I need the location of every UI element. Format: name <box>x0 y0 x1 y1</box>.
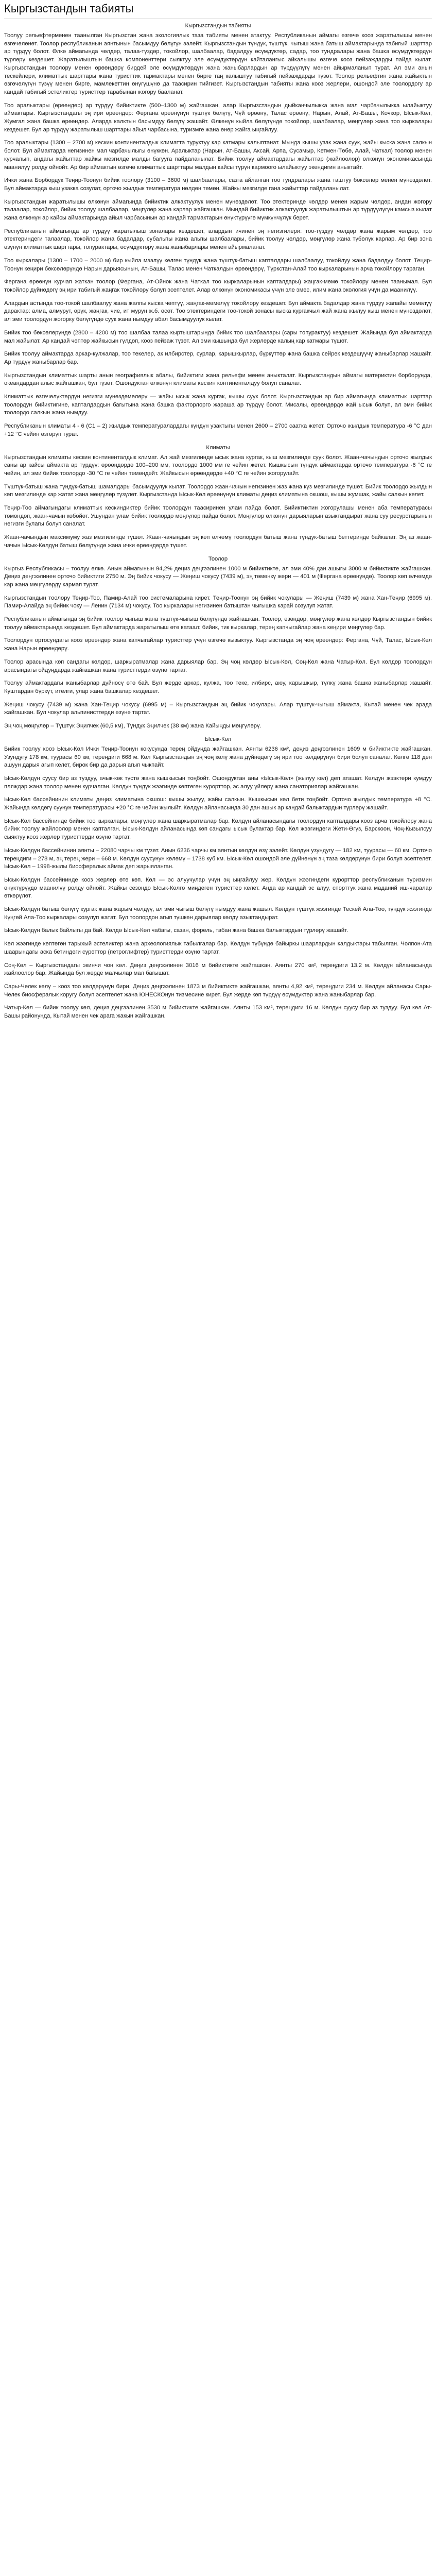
paragraph: Тоо кыркалары (1300 – 1700 – 2000 м) бир кыйла мээлүү келген түндүк жана түштүк-батыш капталдары шалбаалуу, токойлуу жана бадалдуу болот. Теңир-Тоонун кеңири бөксөлөрүндө Нарын дарыясынын, Ат-Башы, Талас менен Чаткалдын өрөөндөрү, Түркстан-Алай тоо кыркаларынын арча токойлору тараган. <box>4 257 432 272</box>
paragraph: Жеңиш чокусу (7439 м) жана Хан-Теңир чокусу (6995 м) – Кыргызстандын эң бийик чокулары. Алар түштүк-чыгыш аймакта, Кытай менен чек арада жайгашкан. Бул чокулар альпинисттерди өзүнө тартат. <box>4 701 432 716</box>
paragraph: Кыргызстандын климаттык шарты анын географиялык абалы, бийиктиги жана рельефи менен аныкталат. Кыргызстандын аймагы материктин борборунда, океандардан алыс жайгашкан, бул түзөт. Ошондуктан өлкөнүн климаты кескин континенталдуу болуп саналат. <box>4 372 432 387</box>
paragraph: Тоолордун ортосундагы кооз өрөөндөр жана капчыгайлар туристтер үчүн өзгөчө кызыктуу. Кыргызстанда эң чоң өрөөндөр: Фергана, Чүй, Талас, Ысык-Көл жана Нарын өрөөндөрү. <box>4 637 432 652</box>
paragraph: Ысык-Көлдүн суусу бир аз туздуу, ачык-көк түстө жана кышкысын тоңбойт. Ошондуктан аны «Ысык-Көл» (жылуу көл) деп аташат. Көлдүн жээктери кумдуу пляждар жана тоолор менен курчалган. Көлдүн түндүк жээгинде көптөгөн курорттор, эс алуу үйлөрү жана санаториялар жайгашкан. <box>4 775 432 790</box>
paragraph: Ички жана Борбордук Теңир-Тоонун бийик тоолору (3100 – 3600 м) шалбаалары, сазга айланган тоо тундралары жана таштуу бөксөлөр менен мүнөздөлөт. Бул аймактарда кыш узакка созулат, орточо жылдык температура нөлдөн төмөн. Жайкы мезгилде гана жайыттар пайдаланылат. <box>4 177 432 192</box>
paragraph: Бийик тоолуу кооз Ысык-Көл Ички Теңир-Тоонун кокусунда терең ойдуңда жайгашкан. Аянты 6236 км², деңиз деңгээлинен 1609 м бийиктикте жайгашкан. Узундугу 178 км, туурасы 60 км, тереңдиги 668 м. Көл Кыргызстандын эң чоң көлү жана дүйнөдөгү эң ири тоо көлдөрүнүн бири болуп саналат. Көлгө 118 ден ашуун дарыя агып келет, бирок бир да дарыя агып чыкпайт. <box>4 745 432 769</box>
paragraph: Кыргызстандын климаты кескин континенталдык климат. Ал жай мезгилинде ысык жана кургак, кыш мезгилинде суук болот. Жаан-чачындын орточо жылдык саны ар кайсы аймакта ар түрдүү: өрөөндөрдө 100–200 мм, тоолордо 1000 мм ге чейин жетет. Кышкысын түндүк аймактарда орточо температура -6 °С ге чейин, ал эми бийик тоолордо -30 °С ге чейин төмөндөйт. Жайкысын өрөөндөрдө +40 °С ге чейин жогорулайт. <box>4 454 432 477</box>
paragraph: Ысык-Көлдүн бассейнинде кооз жерлер өтө көп. Көл — эс алуучулар үчүн эң ыңгайлуу жер. Көлдүн жээгиндеги курорттор республиканын туризмин өнүктүрүүдө маанилүү ролду ойнойт. Жайкы сезондо Ысык-Көлгө миңдеген туристтер келет. Анда ар кандай эс алуу, спорттук жана маданий иш-чаралар өткөрүлөт. <box>4 876 432 900</box>
article-body <box>4 22 432 1021</box>
paragraph: Бийик тоо бөксөлөрүндө (2800 – 4200 м) тоо шалбаа талаа кыртыштарында бийик тоо шалбаалары (сары топурактуу) кездешет. Жайында бул аймактарда мал жайылат. Ар кандай чөптөр жайкысын гүлдөп, кооз пейзаж түзөт. Ал эми кышында бул жерлерде калың кар катмары түшөт. <box>4 329 432 344</box>
paragraph: Сары-Челек көлү – кооз тоо көлдөрүнүн бири. Деңиз деңгээлинен 1873 м бийиктикте жайгашкан, аянты 4,92 км², тереңдиги 234 м. Көлдүн айланасы Сары-Челек биосфералык коругу болуп эсептелет жана ЮНЕСКОнун тизмесине кирет. Бул жерде көп түрдүү өсүмдүктөр жана жаныбарлар бар. <box>4 983 432 998</box>
section-heading: Тоолор <box>208 555 228 562</box>
paragraph: Кыргызстандын жаратылышы өлкөнүн аймагында бийиктик алкактуулук менен мүнөздөлөт. Тоо этектеринде чөлдөр менен жарым чөлдөр, андан жогору талаалар, токойлор, бийик тоолуу шалбаалар, мөңгүлөр жана карлар жайгашкан. Мындай бийиктик алкактуулук жаратылыштын ар түрдүүлүгүн камсыз кылат жана өлкөнүн ар кайсы аймактарында айыл чарбасынын ар кандай тармактарын өнүктүрүүгө мүмкүнчүлүк берет. <box>4 198 432 222</box>
paragraph: Республиканын климаты 4 - 6 (С1 – 2) жылдык температуралардагы күндүн узактыгы менен 2600 – 2700 саатка жетет. Орточо жылдык температура -6 °С дан +12 °С чейин өзгөрүп турат. <box>4 423 432 437</box>
page-title: Кыргызстандын табияты <box>4 2 134 15</box>
paragraph: Ысык-Көл бассейнинде бийик тоо кыркалары, мөңгүлөр жана шаркыратмалар бар. Көлдүн айланасындагы тоолордун капталдары кооз арча токойлору жана бийик тоолуу жайлоолор менен капталган. Ысык-Көлдүн айланасында көп сандагы ысык булактар бар. Көл жээгиндеги Жети-Өгүз, Барскоон, Чоң-Кызылсуу сыяктуу кооз жерлер туристтерди өзүнө тартат. <box>4 818 432 841</box>
paragraph: Бийик тоолуу аймактарда аркар-кулжалар, тоо текелер, ак илбирстер, сурлар, карышкырлар, бүркүттөр жана башка сейрек кездешүүчү жаныбарлар жашайт. Ар түрдүү жаныбарлар бар. <box>4 351 432 365</box>
paragraph: Республиканын аймагында эң бийик тоолор чыгыш жана түштүк-чыгыш бөлүгүндө жайгашкан. Тоолор, өзөндөр, мөңгүлөр жана көлдөр Кыргызстандын бийик тоолуу аймактарында кездешет. Бул аймактарда жаратылыш өтө катаал: бийик, тик кыркалар, терең капчыгайлар жана кеңири мөңгүлөр бар. <box>4 616 432 631</box>
article-section <box>4 555 432 731</box>
paragraph: Тоо аралыктары (өрөөндөр) ар түрдүү бийиктикте (500–1300 м) жайгашкан, алар Кыргызстандын дыйканчылыкка жана мал чарбачылыкка ылайыктуу аймактары. Кыргызстандагы эң ири өрөөндөр: Фергана өрөөнүнүн түштүк бөлүгү, Чүй өрөөнү, Талас өрөөнү, Нарын, Алай, Ат-Башы, Кочкор, Ысык-Көл, Жумгал жана башка өрөөндөр. Аларда калктын басымдуу бөлүгү жашайт. Өлкөнүн кыйла бөлүгүндө токойлор, шалбаалар, мөңгүлөр жана тоо кыркалары кездешет. Бул ар түрдүү жаратылыш шарттары айыл чарбасына, туризмге жана өнөр жайга ыңгайлуу. <box>4 102 432 133</box>
paragraph: Кыргыз Республикасы – тоолуу өлкө. Анын аймагынын 94,2% деңиз деңгээлинен 1000 м бийиктикте, ал эми 40% дан ашыгы 3000 м бийиктикте жайгашкан. Деңиз деңгээлинен орточо бийиктиги 2750 м. Эң бийик чокусу — Жеңиш чокусу (7439 м), эң төмөнкү жери — 401 м (Фергана өрөөнүндө). Тоолор көп өлчөмдө кар жана мөңгүлөрдү кармап турат. <box>4 565 432 588</box>
article-section <box>4 22 432 439</box>
paragraph: Алардын астында тоо-токой шалбаалуу жана жалпы кыска чөптүү, жаңгак-мөмөлүү токойлору кездешет. Бул аймакта бадалдар жана түрдүү жапайы мөмөлүү дарактар: алма, алмурут, өрүк, жаңгак, чие, ит мурун ж.б. өсөт. Тоо этектериндеги тоо-токой зонасы кыска кургакчыл жай жана жылуу кыш менен мүнөздөлөт, ал эми тоолордун жогорку бөлүгүндө суук жана нымдуу абал басымдуулук кылат. <box>4 300 432 323</box>
paragraph: Тоо аралыктары (1300 – 2700 м) кескин континенталдык климатта туруктуу кар катмары калыптанат. Мында кышы узак жана суук, жайы кыска жана салкын болот. Бул аймактарда негизинен мал чарбачылыгы өнүккөн. Аралыктар (Нарын, Ат-Башы, Аксай, Арпа, Сусамыр, Кетмен-Төбө, Алай, Чаткал) тоолор менен курчалып, андагы жайыттар жайкы мезгилде малды багууга пайдаланылат. Бийик тоолуу аймактардагы жайыттар (жайлоолор) өлкөнүн экономикасында маанилүү ролду ойнойт. Ар бир аймактын өзгөчө климаттык шарттары малдын кайсы түрүн кармоого ылайыктуу экендигин аныктайт. <box>4 140 432 171</box>
section-heading: Климаты <box>206 444 230 451</box>
paragraph: Ысык-Көлдүн балык байлыгы да бай. Көлдө Ысык-Көл чабагы, сазан, форель, табан жана башка балыктардын түрлөрү жашайт. <box>4 927 348 934</box>
paragraph: Фергана өрөөнүн курчап жаткан тоолор (Фергана, Ат-Ойнок жана Чаткал тоо кыркаларынын капталдары) жаңгак-мөмө токойлору менен таанымал. Бул токойлор дүйнөдөгү эң ири табигый жаңгак токойлору болуп эсептелет. Алар өлкөнүн экономикасы үчүн эле эмес, илим жана экология үчүн да маанилүү. <box>4 279 432 293</box>
paragraph: Соң-Көл – Кыргызстандагы экинчи чоң көл. Деңиз деңгээлинен 3016 м бийиктикте жайгашкан. Аянты 270 км², тереңдиги 13,2 м. Көлдүн айланасында жайлоолор бар. Жайында бул жерде малчылар мал багышат. <box>4 962 432 977</box>
paragraph: Теңир-Тоо аймагындагы климаттык кескиндиктер бийик тоолордун таасиринен улам пайда болот. Бийиктиктин жогорулашы менен аба температурасы төмөндөп, жаан-чачын көбөйөт. Ушундан улам бийик тоолордо мөңгүлөр пайда болот. Мөңгүлөр өлкөнүн дарыяларын азыктандырат жана суу ресурстарынын негизги булагы болуп саналат. <box>4 505 432 528</box>
paragraph: Чатыр-Көл — бийик тоолуу көл, деңиз деңгээлинен 3530 м бийиктикте жайгашкан. Аянты 153 км², тереңдиги 16 м. Көлдүн суусу бир аз туздуу. Бул көл Ат-Башы районунда, Кытай менен чек арага жакын жайгашкан. <box>4 1005 432 1020</box>
paragraph: Ысык-Көлдүн батыш бөлүгү кургак жана жарым чөлдүү, ал эми чыгыш бөлүгү нымдуу жана жашыл. Көлдүн түштүк жээгинде Тескей Ала-Тоо, түндүк жээгинде Күңгөй Ала-Тоо кыркалары созулуп жатат. Бул тоолордон агып түшкөн дарыялар көлдү азыктандырат. <box>4 906 432 921</box>
paragraph: Ысык-Көл бассейнинин климаты деңиз климатына окшош: кышы жылуу, жайы салкын. Кышкысын көл бети тоңбойт. Орточо жылдык температура +8 °С. Жайында көлдөгү суунун температурасы +20 °С ге чейин жылыйт. Көлдүн айланасында 30 дан ашык ар кандай балыктардын түрлөрү жашайт. <box>4 796 432 811</box>
article-section <box>4 444 432 550</box>
section-heading: Кыргызстандын табияты <box>185 23 251 29</box>
paragraph: Жаан-чачындын максимуму жаз мезгилинде түшөт. Жаан-чачындын эң көп өлчөмү тоолордун батыш жана түндүк-батыш беттеринде байкалат. Эң аз жаан-чачын Ысык-Көлдүн батыш бөлүгүндө жана ички өрөөндөрдө түшөт. <box>4 534 432 549</box>
paragraph: Климаттык өзгөчөлүктөрдүн негизги мүнөздөмөлөрү — жайы ысык жана кургак, кышы суук болот. Кыргызстандын ар бир аймагында климаттык шарттар тоолордун бийиктигине, капталдардын багытына жана башка факторлорго жараша ар түрдүү болот. Мисалы, өрөөндөрдө жай ысык болуп, ал эми бийик тоолордо салкын жана нымдуу. <box>4 394 432 416</box>
paragraph: Көл жээгинде көптөгөн тарыхый эстеликтер жана археологиялык табылгалар бар. Көлдүн түбүндө байыркы шаарлардын калдыктары табылган. Чолпон-Ата шаарындагы аска бетиндеги сүрөттөр (петроглифтер) туристтерди өзүнө тартат. <box>4 941 432 955</box>
paragraph: Тоолуу рельефтерменен таанылган Кыргызстан жана экологиялык таза табияты менен атактуу. Республиканын аймагы өзгөчө кооз жаратылышы менен өзгөчөлөнөт. Тоолор республиканын аянтынын басымдуу бөлүгүн ээлейт. Кыргызстандын түндүк, түштүк, чыгыш жана батыш аймактарында табигый шарттар ар түрдүү болот. Өлкө аймагында чөлдөр, талаа-түздөр, токойлор, шалбаалар, бадалдуу өсүмдүктөр, садар, тоо тундралары жана башка өсүмдүктөрдүн түрлөрү кездешет. Жаратылыштын башка компоненттери сыяктуу эле өсүмдүктөрдүн кайталангыс айкалышы өзгөчө кооз пейзаждарды пайда кылат. Кыргызстандын тоолору менен өрөөндөрү бирдей эле өсүмдүктөрдүн жана жаныбарлардын ар түрдүүлүгү менен айырмаланып турат. Ал эми анын тескейлери, климаттык шарттары жана туристтик тармактары менен бирге таң калыштуу табигый пейзаждарды түзөт. Тоолор рельефтин жана жайыктын өзгөчөлүгүн түзүү менен бирге, мамлекеттин өнүгүшүнө да таасирин тийгизет. Кыргызстандын табияты жана кооз жерлери, ошондой эле тоолордогу ар кандай табигый эстеликтер туристтер тарабынан жогору бааланат. <box>4 32 432 95</box>
paragraph: Эң чоң мөңгүлөр – Түштүк Эңилчек (60,5 км), Түндүк Эңилчек (38 км) жана Кайыңды мөңгүлөрү. <box>4 723 261 730</box>
paragraph: Тоолуу аймактардагы жаныбарлар дүйнөсү өтө бай. Бул жерде аркар, кулжа, тоо теке, илбирс, аюу, карышкыр, түлкү жана башка жаныбарлар жашайт. Куштардан бүркүт, ителги, улар жана башкалар кездешет. <box>4 680 432 694</box>
paragraph: Республиканын аймагында ар түрдүү жаратылыш зоналары кездешет, алардын ичинен эң негизгилери: тоо-түздүү чөлдөр жана жарым чөлдөр, тоо этектериндеги талаалар, токойлор жана бадалдар, субальпы жана альпы шалбаалары, бийик тоолуу чөлдөр, мөңгүлөр жана түбөлүк карлар. Ар бир зона өзүнүн климаттык шарттары, топурактары, өсүмдүктөрү жана жаныбарлары менен айырмаланат. <box>4 228 432 251</box>
paragraph: Тоолор арасында көп сандагы көлдөр, шаркыратмалар жана дарыялар бар. Эң чоң көлдөр Ысык-Көл, Соң-Көл жана Чатыр-Көл. Бул көлдөр тоолордун арасындагы ойдуңдарда жайгашкан жана туристтерди өзүнө тартат. <box>4 658 432 673</box>
section-heading: Ысык-Көл <box>204 736 232 742</box>
paragraph: Ысык-Көлдүн бассейнинин аянты – 22080 чарчы км түзөт. Анын 6236 чарчы км аянтын көлдүн өзү ээлейт. Көлдүн узундугу — 182 км, туурасы — 60 км. Орточо тереңдиги – 278 м, эң терең жери – 668 м. Көлдүн суусунун көлөмү – 1738 куб км. Ысык-Көл ошондой эле дүйнөнүн эң таза көлдөрүнүн бири болуп эсептелет. Ысык-Көл – 1998-жылы биосфералык аймак деп жарыяланган. <box>4 847 432 870</box>
article-section <box>4 736 432 1021</box>
paragraph: Кыргызстандын тоолору Теңир-Тоо, Памир-Алай тоо системаларына кирет. Теңир-Тоонун эң бийик чокулары — Жеңиш (7439 м) жана Хан-Теңир (6995 м). Памир-Алайда эң бийик чоку — Ленин (7134 м) чокусу. Тоо кыркалары негизинен батыштан чыгышка карай созулуп жатат. <box>4 595 432 609</box>
paragraph: Түштүк-батыш жана түндүк-батыш шамалдары басымдуулук кылат. Тоолордо жаан-чачын негизинен жаз жана күз мезгилинде түшөт. Бийик тоолордо жылдын көп мезгилинде кар жатат жана мөңгүлөр түзүлөт. Кыргызстанда Ысык-Көл өрөөнүнүн климаты деңиз климатына окшош, кышы жумшак, жайы салкын келет. <box>4 483 432 498</box>
